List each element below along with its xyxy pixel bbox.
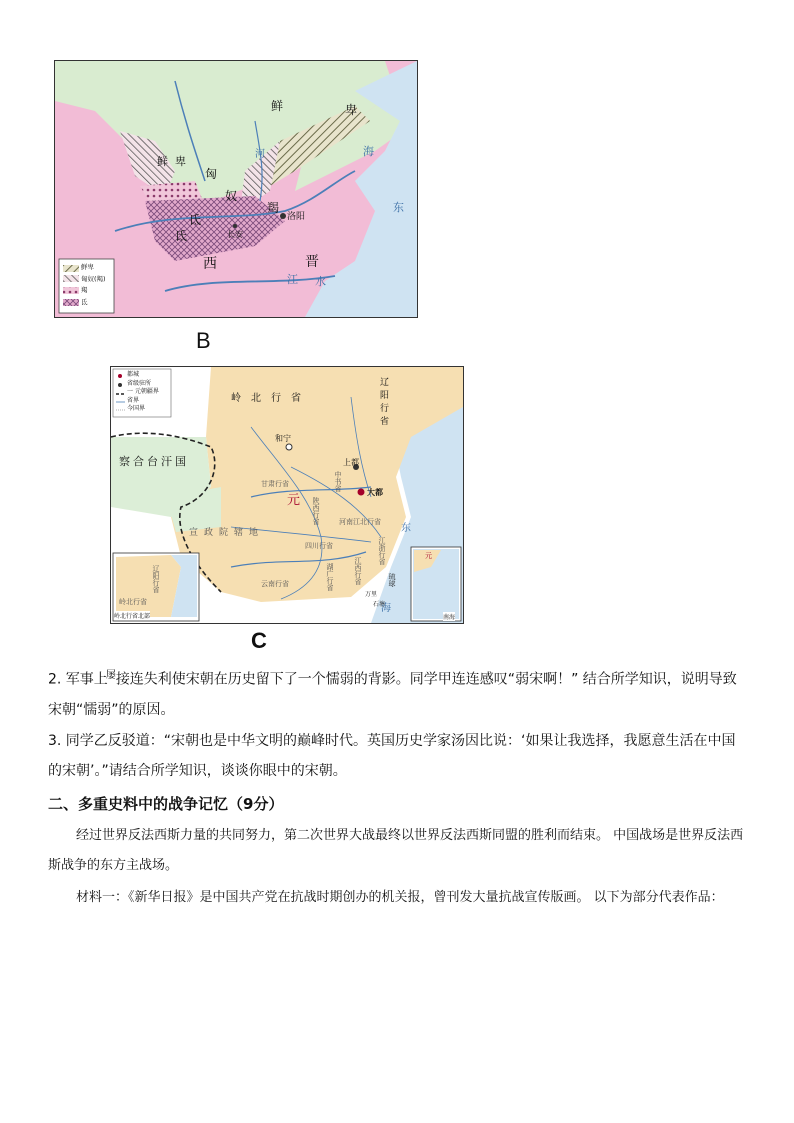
label-jiang: 江 [287, 273, 298, 286]
label-chaghatai: 察合台汗国 [119, 455, 189, 468]
section-2-intro: 经过世界反法西斯力量的共同努力，第二次世界大战最终以世界反法西斯同盟的胜利而结束。 中国战场是世界反法西斯战争的东方主战场。 [48, 828, 744, 873]
map-b-legend [81, 262, 106, 308]
inset-left-label: 岭北行省北部 [114, 613, 151, 620]
label-hai: 海 [363, 145, 374, 158]
label-xiongnu-1: 匈 [205, 167, 218, 181]
label-jin: 晋 [305, 254, 319, 270]
question-2-text: 接连失利使宋朝在历史留下了一个懦弱的背影。同学甲连连感叹“弱宋啊！” 结合所学知识，说明导致宋朝“懦弱”的原因。 [48, 671, 737, 718]
label-jiangxi: 江西行省 [354, 557, 362, 585]
label-shaanxi: 陕西行省 [312, 497, 320, 525]
label-jiangzhe: 江浙行省 [378, 537, 386, 565]
label-xuanzheng: 宣政院辖地 [189, 528, 265, 538]
inset-left-text2: 岭北行省 [119, 598, 147, 606]
label-xiongnu-2: 奴 [225, 189, 238, 203]
legend-item: 都城 [127, 371, 140, 378]
section-2-heading: 二、多重史料中的战争记忆（9分） [48, 795, 284, 813]
material-1: 材料一：《新华日报》是中国共产党在抗战时期创办的机关报，曾刊发大量抗战宣传版画。 以下为部分代表作品： [76, 890, 724, 905]
label-dong: 东 [393, 201, 404, 214]
legend-item: 匈奴(羯) [81, 274, 106, 283]
label-xianbei-left-2: 卑 [175, 155, 186, 168]
label-dong: 东 [401, 523, 411, 534]
label-shui: 水 [315, 275, 326, 288]
question-2-prefix: 2. 军事上 [48, 671, 108, 688]
label-wanli1: 万里 [365, 591, 378, 598]
label-di: 氐 [189, 213, 202, 227]
label-huguang: 湖广行省 [326, 563, 334, 591]
legend-item: 鲜卑 [81, 263, 94, 271]
label-yuan: 元 [287, 493, 301, 508]
label-shangdu: 上都 [343, 458, 359, 467]
legend-item: 一 元朝疆界 [127, 388, 159, 395]
label-he: 河 [255, 149, 265, 160]
inset-right-text: 元 [425, 552, 432, 560]
label-dadu: 大都 [367, 487, 383, 497]
label-heling: 和宁 [275, 434, 291, 443]
label-luoyang: 洛阳 [287, 212, 306, 222]
question-3: 3. 同学乙反驳道：“宋朝也是中华文明的巅峰时代。英国历史学家汤因比说：‘如果让我选择，我愿意生活在中国的宋朝’。”请结合所学知识，谈谈你眼中的宋朝。 [48, 733, 736, 779]
map-c-legend [127, 371, 159, 414]
legend-item: 省级驻所 [127, 379, 152, 387]
label-xianbei-top: 鲜 [271, 99, 284, 113]
label-di2: 氐 [175, 229, 188, 243]
legend-item: 今国界 [127, 405, 146, 412]
legend-item: 省界 [127, 396, 140, 404]
legend-item: 氐 [81, 297, 88, 306]
legend-item: 羯 [81, 286, 88, 294]
map-c [110, 366, 464, 624]
label-sichuan: 四川行省 [305, 542, 333, 550]
label-liuqiu: 琉球 [388, 573, 396, 587]
label-jie: 羯 [267, 201, 280, 215]
label-zhongshu: 中书省 [334, 471, 342, 492]
map-b [54, 60, 418, 318]
label-yunnan: 云南行省 [261, 580, 289, 588]
label-gansu: 甘肃行省 [261, 480, 289, 488]
label-liaoyang: 辽阳行省 [378, 377, 388, 429]
label-bei: 卑 [345, 103, 358, 117]
figure-label-c: C [251, 628, 267, 653]
question-2-sub: 屡 [105, 670, 116, 681]
label-wanli2: 石塘 [373, 601, 386, 608]
label-xianbei-left-1: 鲜 [157, 155, 168, 168]
inset-left-text1: 辽阳行省 [152, 565, 160, 593]
question-2 [48, 661, 748, 725]
figure-label-b: B [196, 328, 211, 353]
label-hai: 海 [381, 603, 391, 614]
label-changan: 长安 [227, 230, 243, 239]
label-lingbei: 岭北行省 [231, 393, 311, 404]
inset-right-label: 南海 [443, 614, 456, 621]
label-xi: 西 [203, 256, 217, 272]
label-henan: 河南江北行省 [339, 518, 381, 526]
